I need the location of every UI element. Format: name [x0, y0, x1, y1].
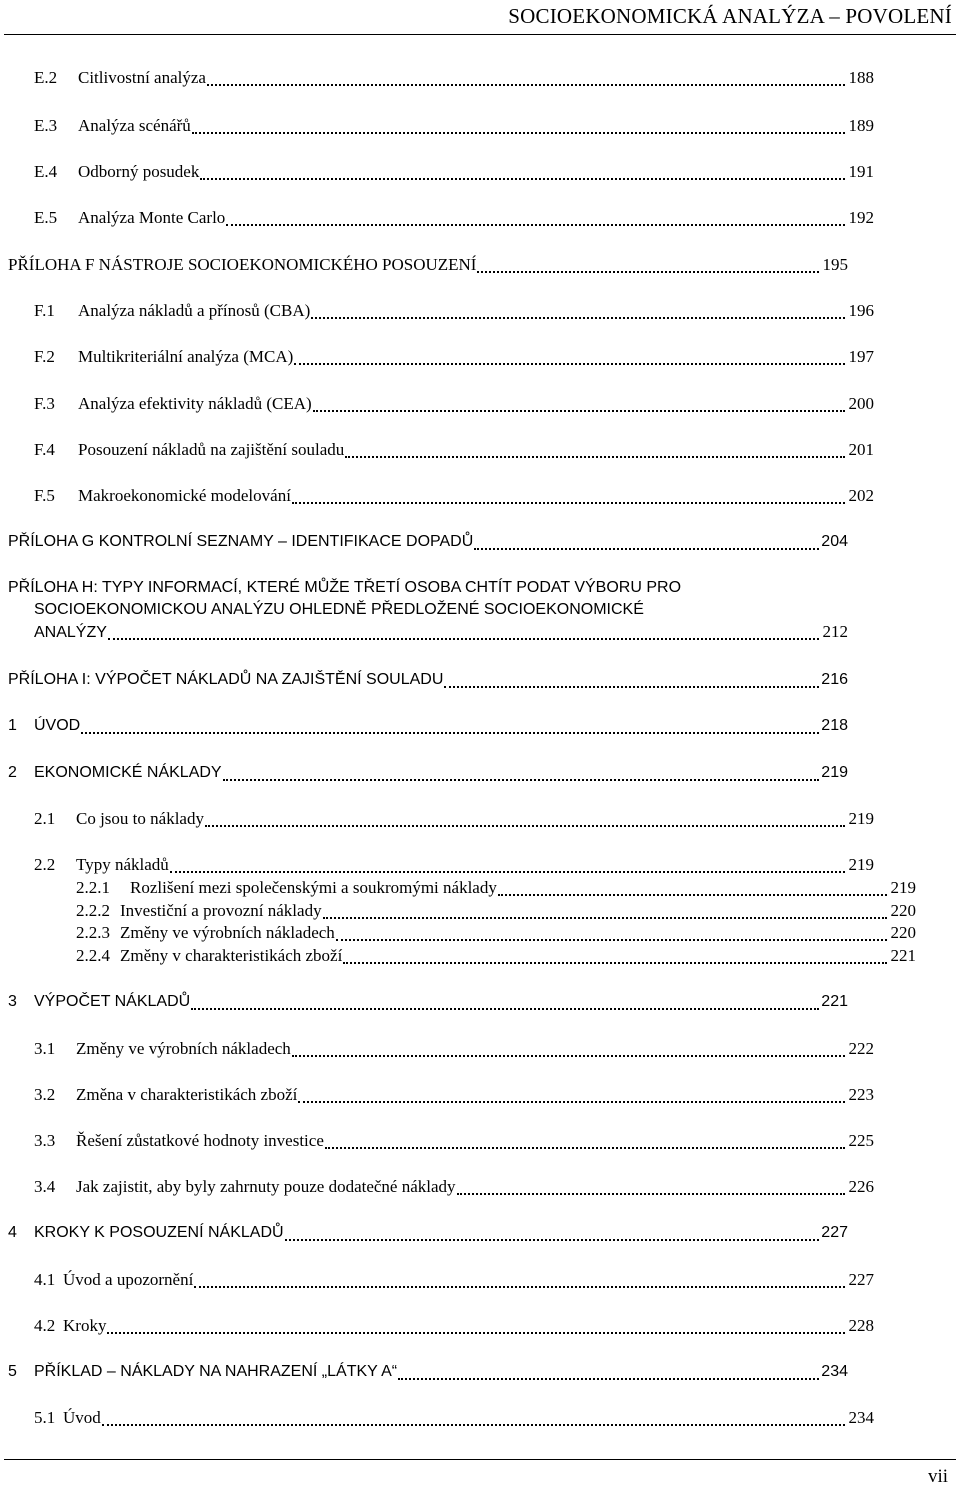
toc-entry-label: PŘÍKLAD – NÁKLADY NA NAHRAZENÍ „LÁTKY A“ — [34, 1363, 398, 1380]
toc-entry-label: VÝPOČET NÁKLADŮ — [34, 993, 191, 1010]
toc-entry-number: 4 — [8, 1224, 17, 1241]
dot-leader — [325, 1132, 845, 1149]
toc-entry-label: Jak zajistit, aby byly zahrnuty pouze dodatečné náklady — [76, 1177, 456, 1196]
toc-entry-label: Analýza Monte Carlo — [78, 208, 226, 227]
toc-entry-page: 204 — [821, 533, 848, 550]
footer-rule — [4, 1459, 956, 1460]
toc-entry-label: Posouzení nákladů na zajištění souladu — [78, 440, 345, 459]
dot-leader — [345, 441, 845, 458]
toc-entry-page: 234 — [848, 1408, 874, 1427]
toc-entry-number: 3.1 — [34, 1039, 56, 1058]
toc-entry[interactable] — [0, 484, 874, 508]
toc-entry-page: 222 — [848, 1039, 874, 1058]
toc-entry-number: F.1 — [34, 301, 55, 320]
dot-leader — [226, 209, 845, 226]
toc-entry-label: Typy nákladů — [76, 855, 169, 874]
toc-entry-label: Rozlišení mezi společenskými a soukromými náklady — [130, 878, 497, 897]
toc-entry-number: 2 — [8, 764, 17, 781]
toc-entry-number: 2.2.3 — [76, 923, 110, 942]
toc-entry[interactable] — [0, 1360, 848, 1384]
dot-leader — [107, 1317, 845, 1334]
dot-leader — [292, 1040, 845, 1057]
dot-leader — [444, 671, 819, 688]
toc-entry[interactable] — [0, 1129, 874, 1153]
toc-entry-page: 220 — [890, 923, 916, 942]
toc-entry-label: Úvod — [63, 1408, 101, 1427]
toc-entry-number: F.4 — [34, 440, 55, 459]
toc-entry[interactable] — [0, 921, 916, 945]
toc-entry-label: Řešení zůstatkové hodnoty investice — [76, 1131, 324, 1150]
toc-entry-label: Makroekonomické modelování — [78, 486, 291, 505]
toc-entry-label: Úvod a upozornění — [63, 1270, 194, 1289]
dot-leader — [81, 717, 819, 734]
toc-entry-appendix-h[interactable] — [8, 577, 848, 644]
dot-leader — [223, 764, 819, 781]
toc-entry[interactable] — [0, 1268, 874, 1292]
toc-entry-label: Změny ve výrobních nákladech — [76, 1039, 291, 1058]
toc-entry[interactable] — [0, 668, 848, 692]
toc-entry-number: 2.1 — [34, 809, 56, 828]
toc-entry-number: 4.1 — [34, 1270, 56, 1289]
dot-leader — [477, 256, 819, 273]
toc-entry-label: Kroky — [63, 1316, 107, 1335]
toc-entry-label: ÚVOD — [34, 717, 81, 734]
toc-entry-label: KROKY K POSOUZENÍ NÁKLADŮ — [34, 1224, 284, 1241]
toc-entry-label-line: ANALÝZY — [34, 624, 107, 641]
toc-entry-number: 5.1 — [34, 1408, 56, 1427]
toc-entry-label: Analýza nákladů a přínosů (CBA) — [78, 301, 311, 320]
toc-entry-label: Co jsou to náklady — [76, 809, 204, 828]
toc-entry[interactable] — [0, 206, 874, 230]
toc-entry-label: EKONOMICKÉ NÁKLADY — [34, 764, 222, 781]
toc-entry-number: 2.2.2 — [76, 901, 110, 920]
toc-entry-number: E.5 — [34, 208, 58, 227]
toc-entry[interactable] — [0, 876, 916, 900]
toc-entry[interactable] — [0, 299, 874, 323]
toc-entry-page: 201 — [848, 440, 874, 459]
toc-entry-page: 218 — [821, 717, 848, 734]
toc-entry-number: F.2 — [34, 347, 55, 366]
toc-entry[interactable] — [0, 807, 874, 831]
toc-entry-page: 221 — [821, 993, 848, 1010]
toc-entry-label: Analýza scénářů — [78, 116, 191, 135]
toc-entry[interactable] — [0, 761, 848, 785]
toc-entry-label: PŘÍLOHA F NÁSTROJE SOCIOEKONOMICKÉHO POSOUZENÍ — [8, 255, 477, 274]
toc-entry-number: E.4 — [34, 162, 58, 181]
dot-leader — [323, 902, 887, 919]
toc-entry[interactable] — [0, 392, 874, 416]
toc-entry[interactable] — [0, 253, 848, 277]
toc-entry-page: 228 — [848, 1316, 874, 1335]
toc-entry-label-line: SOCIOEKONOMICKOU ANALÝZU OHLEDNĚ PŘEDLOŽENÉ SOCIOEKONOMICKÉ — [34, 601, 644, 618]
toc-entry[interactable] — [0, 530, 848, 554]
toc-entry[interactable] — [0, 899, 916, 923]
dot-leader — [108, 623, 819, 640]
dot-leader — [285, 1224, 819, 1241]
toc-entry-page: 227 — [821, 1224, 848, 1241]
toc-entry-number: F.3 — [34, 394, 55, 413]
toc-entry-label: Citlivostní analýza — [78, 68, 206, 87]
toc-entry-page: 188 — [848, 68, 874, 87]
page-number: vii — [927, 1466, 948, 1487]
toc-entry-page: 189 — [848, 116, 874, 135]
toc-entry-number: 5 — [8, 1363, 17, 1380]
toc-entry-number: 3.2 — [34, 1085, 56, 1104]
dot-leader — [498, 879, 887, 896]
toc-entry[interactable] — [0, 853, 874, 877]
toc-entry-number: 3 — [8, 993, 17, 1010]
toc-entry-number: 4.2 — [34, 1316, 56, 1335]
dot-leader — [398, 1363, 819, 1380]
toc-entry-number: 1 — [8, 717, 17, 734]
toc-entry-page: 219 — [848, 809, 874, 828]
dot-leader — [313, 395, 845, 412]
toc-entry-page: 195 — [822, 255, 848, 274]
toc-entry-label: Změny ve výrobních nákladech — [120, 923, 335, 942]
dot-leader — [194, 1271, 845, 1288]
toc-entry-page: 196 — [848, 301, 874, 320]
toc-entry-page: 221 — [890, 946, 916, 965]
toc-entry-page: 219 — [821, 764, 848, 781]
dot-leader — [207, 69, 845, 86]
toc-entry-page: 191 — [848, 162, 874, 181]
dot-leader — [102, 1409, 845, 1426]
toc-entry-label: Analýza efektivity nákladů (CEA) — [78, 394, 312, 413]
toc-entry[interactable] — [0, 1037, 874, 1061]
dot-leader — [192, 117, 845, 134]
toc-entry-page: 223 — [848, 1085, 874, 1104]
toc-entry[interactable] — [0, 714, 848, 738]
dot-leader — [170, 856, 845, 873]
dot-leader — [343, 947, 887, 964]
toc-entry-page: 219 — [890, 878, 916, 897]
toc-entry[interactable] — [0, 438, 874, 462]
toc-entry-page: 226 — [848, 1177, 874, 1196]
toc-entry[interactable] — [0, 1083, 874, 1107]
toc-entry-page: 227 — [848, 1270, 874, 1289]
toc-entry[interactable] — [0, 990, 848, 1014]
toc-entry-number: F.5 — [34, 486, 55, 505]
toc-entry-label: PŘÍLOHA I: VÝPOČET NÁKLADŮ NA ZAJIŠTĚNÍ SOULADU — [8, 671, 444, 688]
dot-leader — [294, 348, 845, 365]
toc-entry[interactable] — [0, 944, 916, 968]
toc-entry-number: E.3 — [34, 116, 58, 135]
toc-entry-number: 3.4 — [34, 1177, 56, 1196]
dot-leader — [298, 1086, 845, 1103]
dot-leader — [457, 1178, 845, 1195]
toc-entry-page: 200 — [848, 394, 874, 413]
toc-entry-label: Změny v charakteristikách zboží — [120, 946, 343, 965]
toc-entry-page: 234 — [821, 1363, 848, 1380]
toc-entry-label: Investiční a provozní náklady — [120, 901, 322, 920]
toc-entry-page: 202 — [848, 486, 874, 505]
toc-entry[interactable] — [0, 160, 874, 184]
toc-entry[interactable] — [0, 114, 874, 138]
dot-leader — [205, 810, 845, 827]
toc-entry-number: 2.2.4 — [76, 946, 110, 965]
toc-entry-label: Změna v charakteristikách zboží — [76, 1085, 298, 1104]
toc-entry-page: 212 — [822, 622, 848, 641]
toc-entry[interactable] — [0, 1175, 874, 1199]
dot-leader — [474, 533, 819, 550]
toc-entry-page: 216 — [821, 671, 848, 688]
toc-entry[interactable] — [0, 66, 874, 90]
toc-entry-number: 2.2.1 — [76, 878, 110, 897]
toc-entry[interactable] — [0, 345, 874, 369]
toc-entry-page: 225 — [848, 1131, 874, 1150]
toc-entry[interactable] — [0, 1221, 848, 1245]
toc-entry-label: Odborný posudek — [78, 162, 200, 181]
toc-entry-label: Multikriteriální analýza (MCA) — [78, 347, 294, 366]
toc-entry[interactable] — [0, 1406, 874, 1430]
running-header: SOCIOEKONOMICKÁ ANALÝZA – POVOLENÍ — [508, 4, 952, 28]
toc-entry-page: 197 — [848, 347, 874, 366]
toc-entry-number: E.2 — [34, 68, 58, 87]
toc-entry-page: 219 — [848, 855, 874, 874]
dot-leader — [191, 993, 819, 1010]
toc-entry-page: 220 — [890, 901, 916, 920]
toc-entry-number: 3.3 — [34, 1131, 56, 1150]
dot-leader — [200, 163, 845, 180]
toc-entry-label: PŘÍLOHA G KONTROLNÍ SEZNAMY – IDENTIFIKACE DOPADŮ — [8, 533, 474, 550]
dot-leader — [292, 487, 845, 504]
toc-entry-number: 2.2 — [34, 855, 56, 874]
toc-entry-label-line: PŘÍLOHA H: TYPY INFORMACÍ, KTERÉ MŮŽE TŘETÍ OSOBA CHTÍT PODAT VÝBORU PRO — [8, 579, 682, 596]
dot-leader — [311, 302, 845, 319]
dot-leader — [336, 924, 887, 941]
toc-entry[interactable] — [0, 1314, 874, 1338]
toc-entry-page: 192 — [848, 208, 874, 227]
